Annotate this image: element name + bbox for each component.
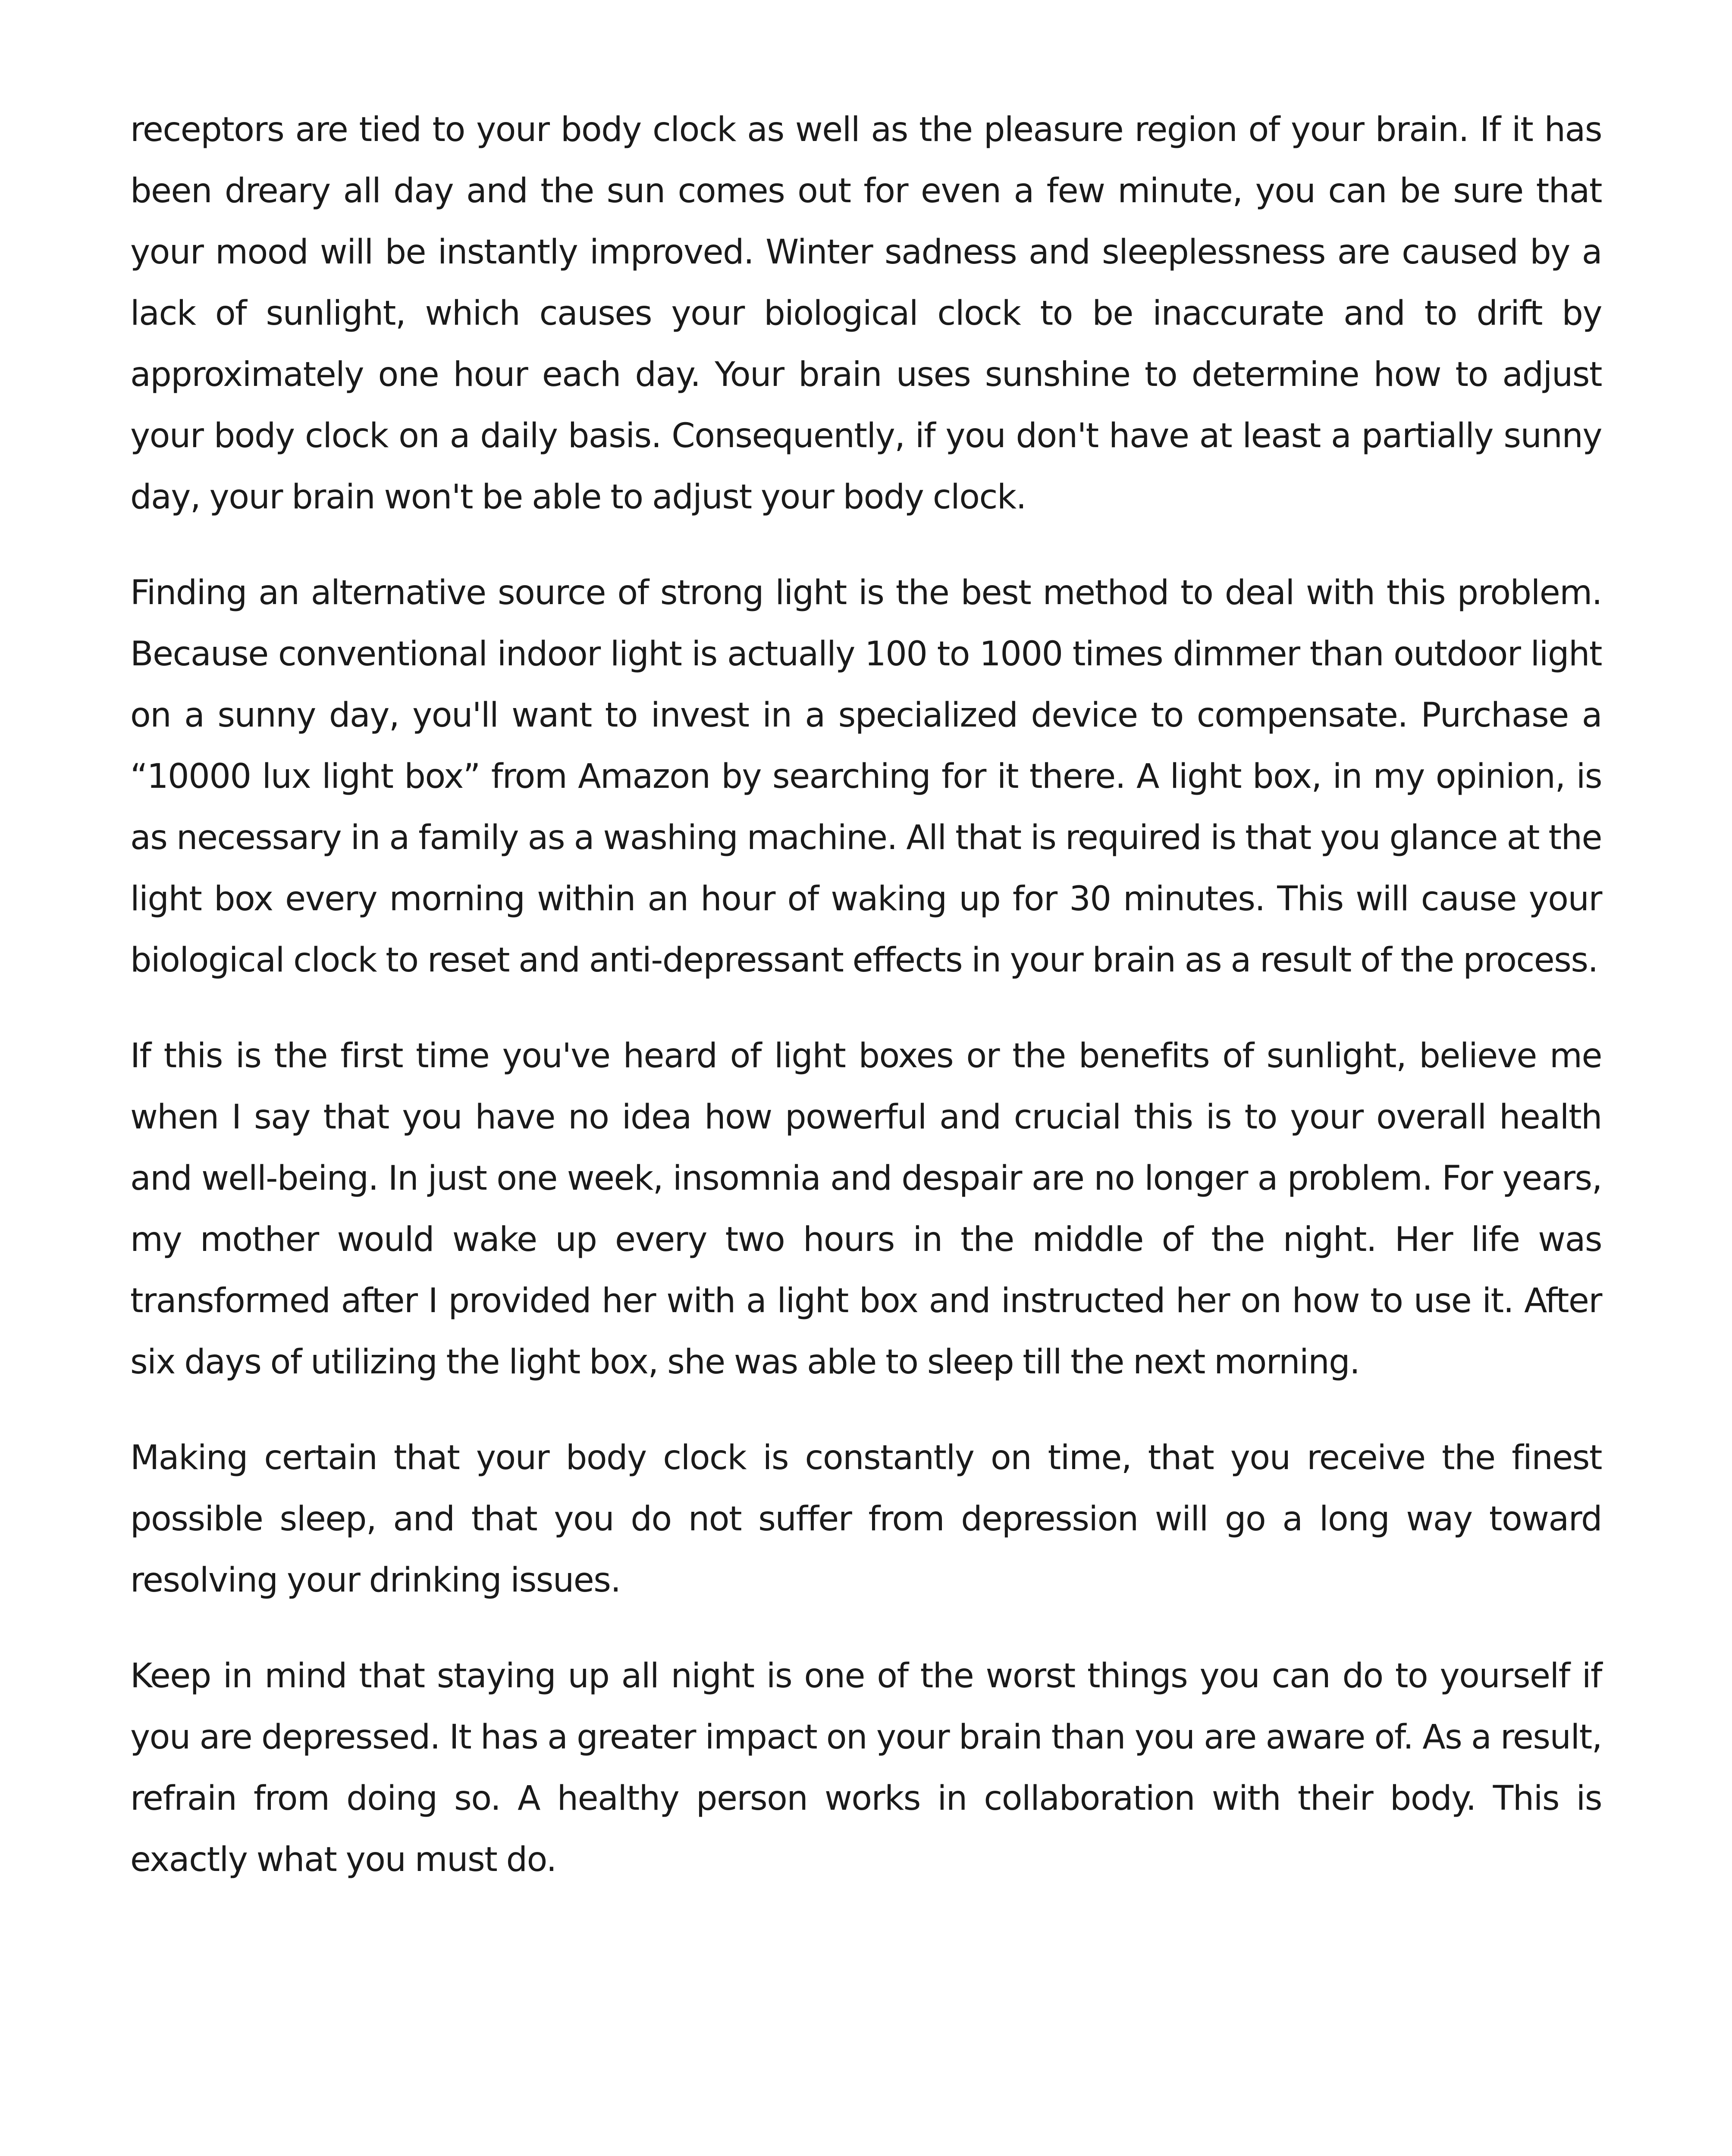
- paragraph-2: Finding an alternative source of strong light is the best method to deal with this problem. Because conventional indoor light is actually 100 to 1000 times dimmer than outdoor light on a sunny day, you'll want to invest in a specialized device to compensate. Purchase a “10000 lux light box” from Amazon by searching for it there. A light box, in my opinion, is as necessary in a family as a washing machine. All that is required is that you glance at the light box every morning within an hour of waking up for 30 minutes. This will cause your biological clock to reset and anti-depressant effects in your brain as a result of the process.: [130, 573, 1602, 980]
- body-text: [130, 99, 1602, 1925]
- paragraph-4: Making certain that your body clock is constantly on time, that you receive the finest possible sleep, and that you do not suffer from depression will go a long way toward resolving your drinking issues.: [130, 1438, 1602, 1600]
- paragraph-3: If this is the first time you've heard of light boxes or the benefits of sunlight, believe me when I say that you have no idea how powerful and crucial this is to your overall health and well-being. In just one week, insomnia and despair are no longer a problem. For years, my mother would wake up every two hours in the middle of the night. Her life was transformed after I provided her with a light box and instructed her on how to use it. After six days of utilizing the light box, she was able to sleep till the next morning.: [130, 1037, 1602, 1382]
- paragraph-1: receptors are tied to your body clock as well as the pleasure region of your brain. If it has been dreary all day and the sun comes out for even a few minute, you can be sure that your mood will be instantly improved. Winter sadness and sleeplessness are caused by a lack of sunlight, which causes your biological clock to be inaccurate and to drift by approximately one hour each day. Your brain uses sunshine to determine how to adjust your body clock on a daily basis. Consequently, if you don't have at least a partially sunny day, your brain won't be able to adjust your body clock.: [130, 110, 1602, 517]
- paragraph-5: Keep in mind that staying up all night is one of the worst things you can do to yourself if you are depressed. It has a greater impact on your brain than you are aware of. As a result, refrain from doing so. A healthy person works in collaboration with their body. This is exactly what you must do.: [130, 1657, 1602, 1879]
